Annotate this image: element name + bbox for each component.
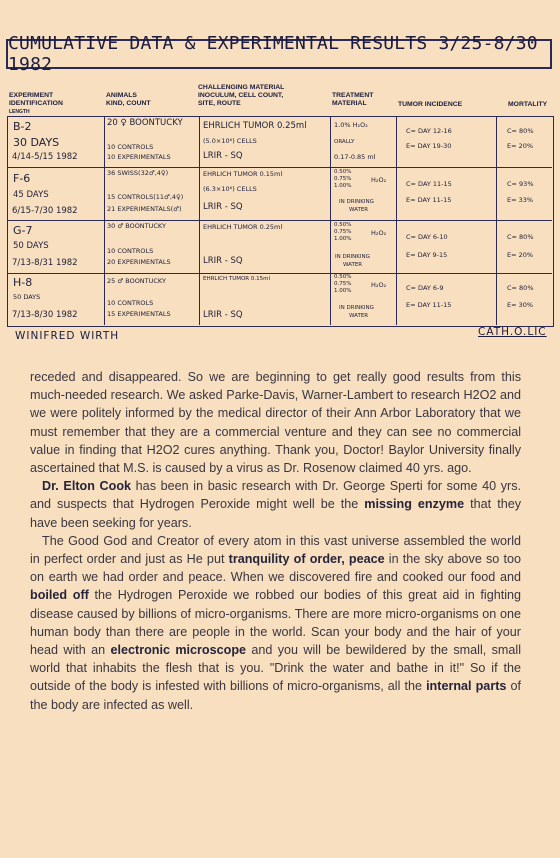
treatment-conc-1: 0.50% [334, 222, 352, 228]
emphasis: electronic microscope [110, 643, 247, 658]
treatment-cell [330, 273, 397, 325]
treatment-conc-3: 1.00% [334, 236, 352, 242]
experiment-dates: 7/13-8/31 1982 [12, 258, 78, 268]
experiment-dates: 4/14-5/15 1982 [12, 152, 78, 162]
treatment-route: ORALLY [334, 139, 355, 145]
animal-kind-count: 36 SWISS(32♂,4♀) [107, 169, 169, 177]
tumor-experimental: E= DAY 9-15 [406, 251, 448, 259]
emphasis: tranquility of order, peace [228, 552, 385, 567]
treatment-conc-2: 0.75% [334, 176, 352, 182]
mortality-cell [496, 220, 553, 273]
mortality-experimental: E= 33% [507, 196, 534, 204]
signature-right: CATH.O.LIC [478, 326, 547, 338]
header-experiment: EXPERIMENT IDENTIFICATION LENGTH [9, 92, 63, 115]
paragraph-2 [30, 477, 521, 532]
experiment-id: B-2 [13, 120, 32, 133]
animal-kind-count: 30 ♂ BOONTUCKY [107, 222, 166, 230]
experiment-cell [8, 220, 104, 273]
header-treatment: TREATMENT MATERIAL [332, 92, 374, 107]
treatment-dose: 0.17-0.85 ml [334, 153, 376, 161]
experiment-length: 50 DAYS [13, 293, 41, 301]
challenge-cell [199, 273, 331, 325]
animal-kind-count: 25 ♂ BOONTUCKY [107, 277, 166, 285]
paragraph-3 [30, 532, 521, 714]
challenge-material: EHRLICH TUMOR 0.25ml [203, 121, 307, 131]
treatment-route: IN DRINKING [339, 305, 374, 311]
treatment-material: H₂O₂ [371, 229, 387, 237]
mortality-control: C= 80% [507, 233, 534, 241]
experiment-id: G-7 [13, 224, 33, 237]
animal-experimentals: 20 EXPERIMENTALS [107, 258, 171, 266]
experiment-id: F-6 [13, 172, 31, 185]
mortality-control: C= 80% [507, 284, 534, 292]
animals-cell [104, 117, 200, 167]
treatment-material: 1.0% H₂O₂ [334, 121, 368, 129]
table-row [8, 273, 552, 325]
treatment-cell [330, 220, 397, 273]
challenge-cell [199, 167, 331, 220]
table-row [8, 117, 552, 168]
tumor-experimental: E= DAY 19-30 [406, 142, 452, 150]
animal-controls: 10 CONTROLS [107, 299, 154, 307]
treatment-route: IN DRINKING [335, 254, 370, 260]
article-body [30, 368, 521, 714]
experiment-cell [8, 167, 104, 220]
challenge-material: EHRLICH TUMOR 0.15ml [203, 276, 271, 282]
animals-cell [104, 167, 200, 220]
treatment-conc-2: 0.75% [334, 229, 352, 235]
animals-cell [104, 273, 200, 325]
text-span: of the body are infected as well. [30, 679, 521, 712]
treatment-route-2: WATER [343, 262, 363, 268]
tumor-experimental: E= DAY 11-15 [406, 301, 452, 309]
animal-experimentals: 10 EXPERIMENTALS [107, 153, 171, 161]
tumor-cell [396, 220, 497, 273]
mortality-experimental: E= 20% [507, 251, 534, 259]
tumor-cell [396, 117, 497, 167]
emphasis: internal parts [426, 679, 507, 694]
treatment-conc-3: 1.00% [334, 183, 352, 189]
tumor-control: C= DAY 11-15 [406, 180, 452, 188]
treatment-cell [330, 167, 397, 220]
tumor-control: C= DAY 12-16 [406, 127, 452, 135]
tumor-control: C= DAY 6-10 [406, 233, 448, 241]
experiment-dates: 7/13-8/30 1982 [12, 310, 78, 320]
header-animals: ANIMALS KIND, COUNT [106, 92, 151, 107]
text-span: has been in basic research with Dr. George Sperti for some 40 yrs. and suspects that Hydrogen Peroxide might well be the [30, 479, 522, 512]
treatment-conc-2: 0.75% [334, 281, 352, 287]
mortality-experimental: E= 20% [507, 142, 534, 150]
challenge-route: LRIR - SQ [203, 310, 243, 320]
tumor-experimental: E= DAY 11-15 [406, 196, 452, 204]
challenge-cells: (5.0×10⁶) CELLS [203, 137, 257, 145]
person-name: Dr. Elton Cook [42, 479, 132, 494]
treatment-cell [330, 117, 397, 167]
animals-cell [104, 220, 200, 273]
challenge-cells: (6.3×10⁶) CELLS [203, 185, 257, 193]
header-tumor-incidence: TUMOR INCIDENCE [398, 101, 463, 108]
treatment-conc-1: 0.50% [334, 169, 352, 175]
animal-experimentals: 15 EXPERIMENTALS [107, 310, 171, 318]
text-span: and you will be bewildered by the small, small world that inhabits the flesh that is you. "Drink the water and bathe in it!" So if the outside of the body is infested with billions of micro-organisms, all the [30, 643, 522, 694]
table-row [8, 167, 552, 221]
tumor-cell [396, 273, 497, 325]
table-row [8, 220, 552, 274]
mortality-cell [496, 117, 553, 167]
paragraph-1: receded and disappeared. So we are beginning to get really good results from this much-needed research. We asked Parke-Davis, Warner-Lambert to research H2O2 and we were politely informed by the medical director of their Ann Arbor Laboratory that we must remember that they are a commercial venture and they can see no commercial value in finding that H2O2 cures anything. Thank you, Doctor! Baylor University finally ascertained that M.S. is caused by a virus as Dr. Rosenow claimed 40 yrs. ago. [30, 370, 521, 476]
challenge-material: EHRLICH TUMOR 0.15ml [203, 170, 283, 178]
mortality-control: C= 80% [507, 127, 534, 135]
treatment-route-2: WATER [349, 313, 369, 319]
challenge-cell [199, 220, 331, 273]
challenge-route: LRIR - SQ [203, 256, 243, 266]
mortality-control: C= 93% [507, 180, 534, 188]
challenge-route: LRIR - SQ [203, 202, 243, 212]
challenge-material: EHRLICH TUMOR 0.25ml [203, 223, 283, 231]
text-span: the Hydrogen Peroxide we robbed our bodies of this great aid in fighting disease caused by billions of micro-organisms. There are more micro-organisms on one human body than there are people in the world. Scan your body and the hair of your head with an [30, 588, 522, 658]
treatment-material: H₂O₂ [371, 281, 387, 289]
text-span: that they have been seeking for years. [30, 497, 521, 530]
treatment-route-2: WATER [349, 207, 369, 213]
mortality-cell [496, 167, 553, 220]
experiment-dates: 6/15-7/30 1982 [12, 206, 78, 216]
signature-left: WINIFRED WIRTH [15, 330, 120, 342]
mortality-cell [496, 273, 553, 325]
challenge-route: LRIR - SQ [203, 151, 243, 161]
tumor-control: C= DAY 6-9 [406, 284, 444, 292]
results-table [7, 116, 554, 327]
animal-experimentals: 21 EXPERIMENTALS(♂) [107, 205, 182, 213]
mortality-experimental: E= 30% [507, 301, 534, 309]
page-title: CUMULATIVE DATA & EXPERIMENTAL RESULTS 3/25-8/30 1982 [6, 39, 552, 69]
experiment-id: H-8 [13, 276, 33, 289]
experiment-length: 30 DAYS [13, 136, 60, 149]
animal-kind-count: 20 ♀ BOONTUCKY [107, 118, 183, 128]
experiment-length: 45 DAYS [13, 190, 49, 200]
header-mortality: MORTALITY [508, 101, 548, 108]
challenge-cell [199, 117, 331, 167]
animal-controls: 15 CONTROLS(11♂,4♀) [107, 193, 184, 201]
experiment-length: 50 DAYS [13, 241, 49, 251]
header-challenging-material: CHALLENGING MATERIAL INOCULUM, CELL COUNT, SITE, ROUTE [198, 84, 285, 107]
treatment-conc-1: 0.50% [334, 274, 352, 280]
tumor-cell [396, 167, 497, 220]
experiment-cell [8, 117, 104, 167]
treatment-route: IN DRINKING [339, 199, 374, 205]
text-span: The Good God and Creator of every atom in this vast universe assembled the world in perfect order and just as He put [30, 533, 521, 567]
text-span: in the sky above so too on earth we had order and peace. When we discovered fire and cooked our food and [30, 552, 521, 585]
emphasis: missing enzyme [364, 497, 465, 512]
treatment-material: H₂O₂ [371, 176, 387, 184]
emphasis: boiled off [30, 588, 89, 603]
animal-controls: 10 CONTROLS [107, 247, 154, 255]
treatment-conc-3: 1.00% [334, 288, 352, 294]
experiment-cell [8, 273, 104, 325]
animal-controls: 10 CONTROLS [107, 143, 154, 151]
